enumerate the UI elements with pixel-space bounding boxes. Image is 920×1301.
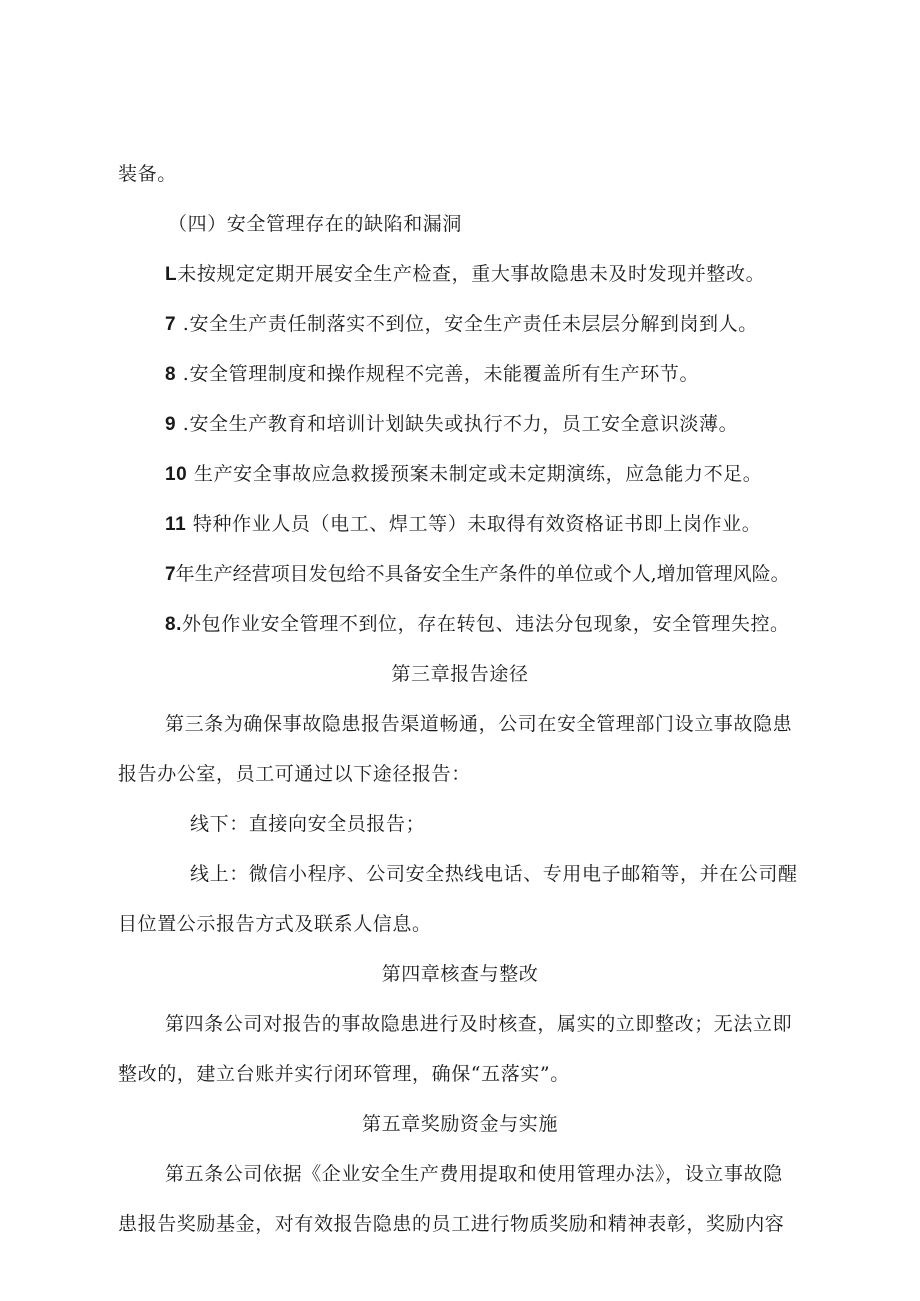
- list-item-number: 8: [165, 364, 177, 385]
- section-heading: （四）安全管理存在的缺陷和漏洞: [168, 213, 463, 235]
- paragraph-line: 线上：微信小程序、公司安全热线电话、专用电子邮箱等，并在公司醒: [190, 863, 798, 885]
- list-item: 7 .安全生产责任制落实不到位，安全生产责任未层层分解到岗到人。: [165, 313, 758, 335]
- list-item: 11 特种作业人员（电工、焊工等）未取得有效资格证书即上岗作业。: [165, 513, 762, 535]
- paragraph-line: 患报告奖励基金，对有效报告隐患的员工进行物质奖励和精神表彰，奖励内容: [118, 1213, 785, 1235]
- paragraph-line: 整改的，建立台账并实行闭环管理，确保“五落实”。: [118, 1063, 570, 1085]
- list-item: L未按规定定期开展安全生产检查，重大事故隐患未及时发现并整改。: [165, 263, 766, 285]
- list-item-number: 7: [165, 314, 177, 335]
- paragraph-line: 线下：直接向安全员报告；: [190, 813, 426, 835]
- list-item: 7年生产经营项目发包给不具备安全生产条件的单位或个人,增加管理风险。: [165, 563, 790, 585]
- paragraph-line: 第三条为确保事故隐患报告渠道畅通，公司在安全管理部门设立事故隐患: [165, 713, 793, 735]
- paragraph-line: 目位置公示报告方式及联系人信息。: [118, 913, 432, 935]
- list-item-number: 7: [165, 564, 176, 585]
- list-item: 10 生产安全事故应急救援预案未制定或未定期演练，应急能力不足。: [165, 463, 763, 485]
- list-item-number: 8.: [165, 614, 183, 635]
- paragraph-line: 报告办公室，员工可通过以下途径报告：: [118, 763, 471, 785]
- list-item: 8 .安全管理制度和操作规程不完善，未能覆盖所有生产环节。: [165, 363, 700, 385]
- paragraph-line: 装备。: [118, 163, 177, 185]
- chapter-heading: 第五章奖励资金与实施: [361, 1113, 558, 1135]
- list-item: 8.外包作业安全管理不到位，存在转包、违法分包现象，安全管理失控。: [165, 613, 790, 635]
- paragraph-line: 第五条公司依据《企业安全生产费用提取和使用管理办法》，设立事故隐: [165, 1163, 783, 1185]
- list-item-number: 11: [165, 514, 187, 535]
- list-item-number: 9: [165, 414, 177, 435]
- chapter-heading: 第四章核查与整改: [381, 963, 539, 985]
- paragraph-line: 第四条公司对报告的事故隐患进行及时核查，属实的立即整改；无法立即: [165, 1013, 793, 1035]
- list-item-number: 10: [165, 464, 188, 485]
- list-item: 9 .安全生产教育和培训计划缺失或执行不力，员工安全意识淡薄。: [165, 413, 739, 435]
- list-item-number: L: [165, 264, 178, 285]
- chapter-heading: 第三章报告途径: [391, 663, 529, 685]
